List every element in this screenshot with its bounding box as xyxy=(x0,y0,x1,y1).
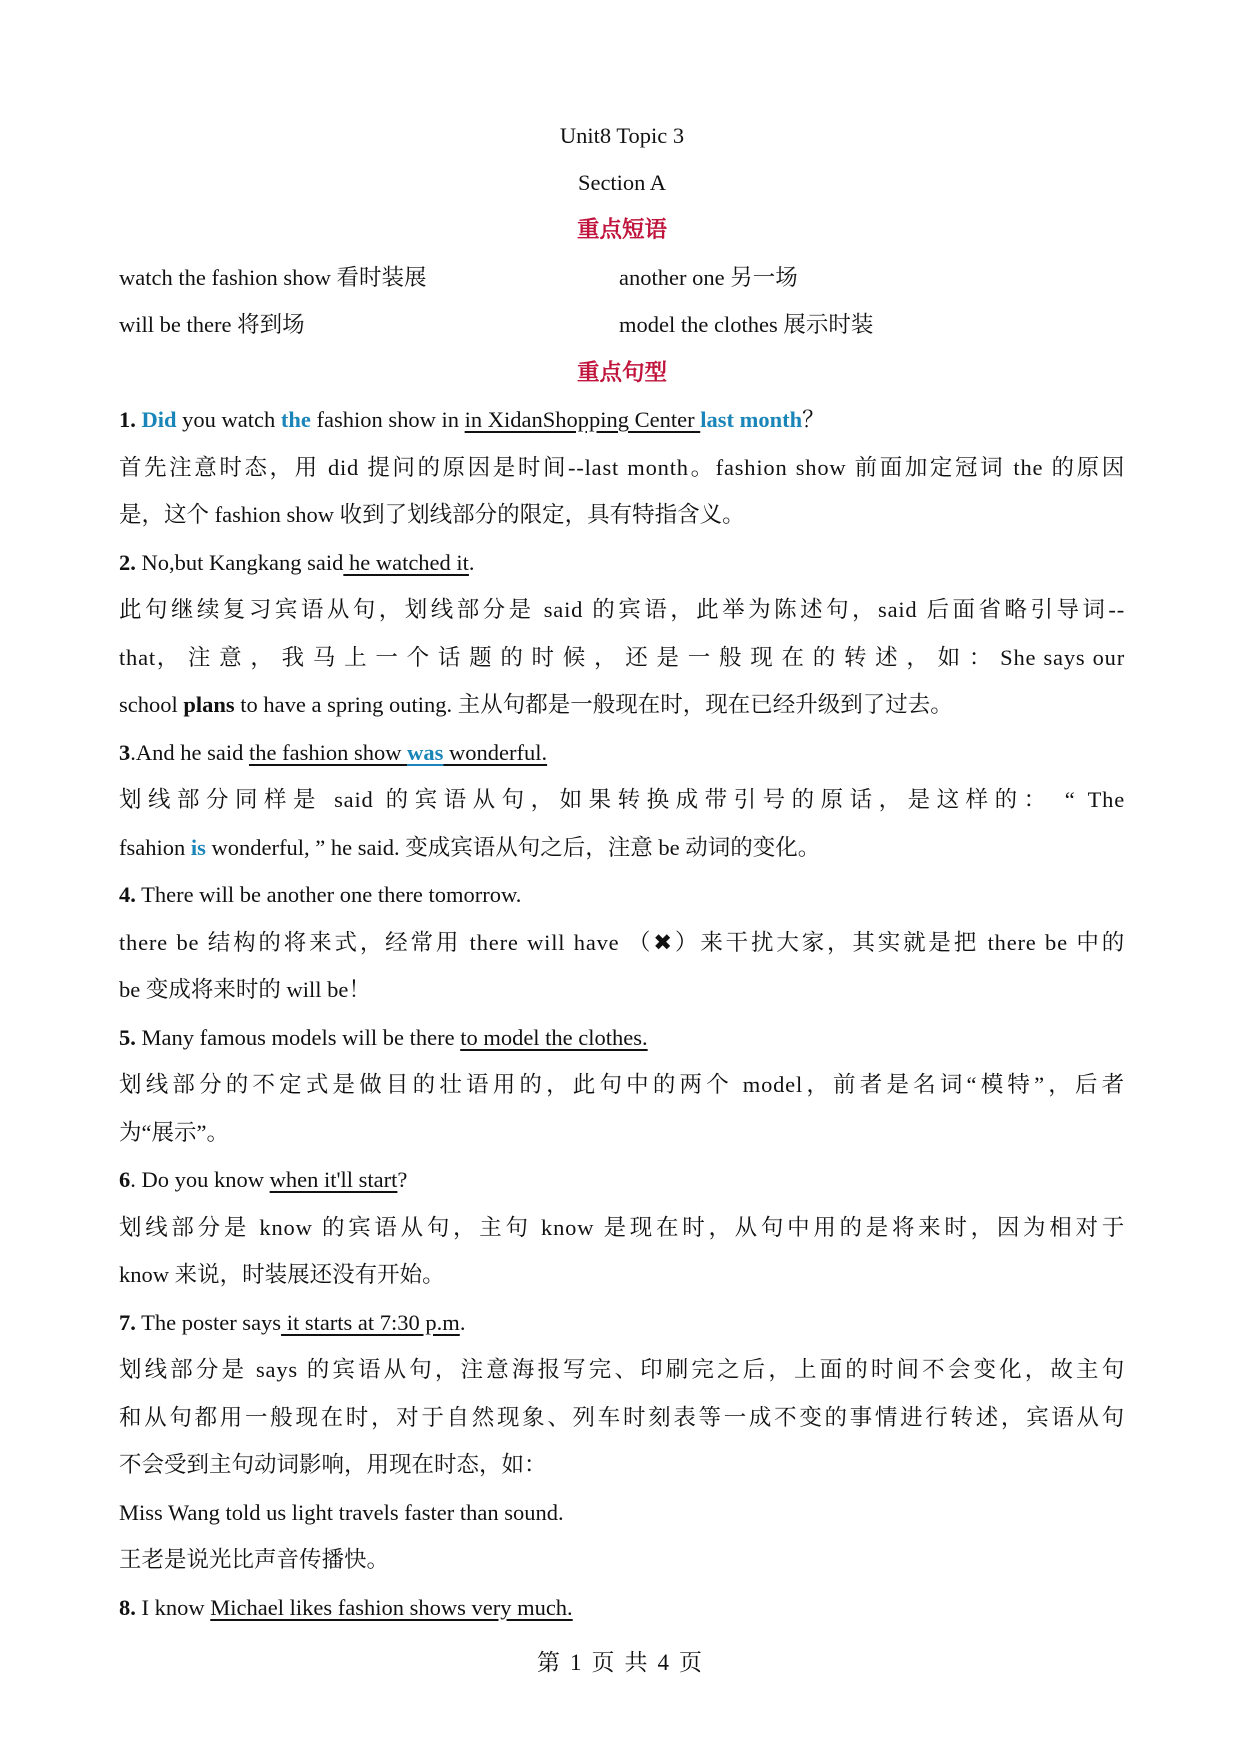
note-line: 为“展示”。 xyxy=(119,1119,229,1145)
note-line xyxy=(119,681,1125,729)
note-line: 不会受到主句动词影响，用现在时态，如： xyxy=(119,1452,547,1477)
sentence-number: 3 xyxy=(119,739,131,765)
sentence-2 xyxy=(119,539,1125,587)
sentence-text: . Do you know xyxy=(130,1167,270,1192)
note-line: 和从句都用一般现在时，对于自然现象、列车时刻表等一成不变的事情进行转述，宾语从句 xyxy=(119,1404,1125,1430)
example-english: Miss Wang told us light travels faster than sound. xyxy=(119,1499,564,1525)
bold-word: plans xyxy=(183,692,235,717)
sentence-5 xyxy=(119,1014,1125,1062)
underlined-phrase: in XidanShopping Center xyxy=(464,407,701,432)
highlight-word: last month xyxy=(700,407,803,432)
sentence-text: The poster says xyxy=(135,1309,282,1335)
underlined-phrase: wonderful. xyxy=(443,739,548,765)
note-line: know 来说，时装展还没有开始。 xyxy=(119,1262,445,1287)
sentence-3 xyxy=(119,729,1125,777)
sentence-number: 6 xyxy=(119,1167,131,1192)
phrase-item: will be there 将到场 xyxy=(119,312,305,337)
phrase-item: model the clothes 展示时装 xyxy=(619,312,874,337)
sentence-number: 7. xyxy=(119,1309,136,1335)
phrase-row xyxy=(119,254,1125,302)
note-line: 划线部分是 know 的宾语从句，主句 know 是现在时，从句中用的是将来时，因为相对于 xyxy=(119,1214,1125,1240)
phrase-item: another one 另一场 xyxy=(619,264,798,290)
sentence-4 xyxy=(119,871,1125,919)
note-line: 划线部分的不定式是做目的壮语用的，此句中的两个 model，前者是名词“模特”，后者 xyxy=(119,1072,1125,1097)
sentence-text: There will be another one there tomorrow. xyxy=(135,882,522,907)
underlined-phrase: the fashion show xyxy=(248,739,408,765)
sentence-text: No,but Kangkang said xyxy=(135,549,344,575)
document-body xyxy=(119,112,1125,1631)
note-line: 划线部分是 says 的宾语从句，注意海报写完、印刷完之后，上面的时间不会变化，故主句 xyxy=(119,1357,1125,1382)
sentence-text: Many famous models will be there xyxy=(135,1024,461,1050)
underlined-phrase: to model the clothes. xyxy=(460,1024,648,1050)
sentence-text: ？ xyxy=(802,407,825,432)
note-line xyxy=(119,824,1125,872)
sentence-text: I know xyxy=(135,1594,211,1620)
sentence-6 xyxy=(119,1156,1125,1204)
underlined-phrase: Michael likes fashion shows very much. xyxy=(210,1594,573,1620)
footer-text: 页 xyxy=(591,1650,617,1675)
footer-text: 页 xyxy=(679,1650,704,1675)
total-pages: 4 xyxy=(657,1650,671,1675)
sentence-1 xyxy=(119,396,1125,444)
phrase-row xyxy=(119,301,1125,349)
note-line: there be 结构的将来式，经常用 there will have （✖）来干扰大家，其实就是把 there be 中的 xyxy=(119,929,1125,955)
highlight-word: Did xyxy=(141,407,177,432)
sentence-number: 8. xyxy=(119,1594,136,1620)
note-text: that， 注 意 ， 我 马 上 一 个 话 题 的 时 候 ， 还 是 一 般 现 在 的 转 述 ， 如 ： She says our xyxy=(119,644,1125,670)
highlight-word: the xyxy=(280,407,311,432)
example-chinese: 王老是说光比声音传播快。 xyxy=(119,1547,390,1572)
note-line: 划线部分同样是 said 的宾语从句，如果转换成带引号的原话，是这样的： “ The xyxy=(119,787,1125,812)
sentence-number: 4. xyxy=(119,882,136,907)
note-text: wonderful, ” he said. 变成宾语从句之后，注意 be 动词的变化。 xyxy=(205,834,821,860)
unit-title: Unit8 Topic 3 xyxy=(559,123,685,148)
note-line: 首先注意时态，用 did 提问的原因是时间--last month。fashion show 前面加定冠词 the 的原因 xyxy=(119,454,1125,480)
page-footer xyxy=(0,1647,1241,1679)
highlight-word: is xyxy=(190,834,206,860)
sentence-8 xyxy=(119,1584,1125,1632)
footer-text: 共 xyxy=(624,1650,650,1675)
footer-text: 第 xyxy=(537,1650,562,1675)
highlight-word: was xyxy=(407,739,444,765)
sentence-number: 2. xyxy=(119,549,136,575)
phrase-item: watch the fashion show 看时装展 xyxy=(119,264,427,290)
sentence-text: fashion show in xyxy=(310,407,465,432)
note-line: be 变成将来时的 will be！ xyxy=(119,977,371,1002)
underlined-phrase: he watched it xyxy=(343,549,469,575)
underlined-phrase: when it'll start xyxy=(269,1167,398,1192)
underlined-phrase: it starts at 7:30 p.m xyxy=(281,1309,460,1335)
sentence-text: . xyxy=(468,549,475,575)
sentence-text: .And he said xyxy=(130,739,249,765)
section-title: Section A xyxy=(577,170,667,195)
note-text: fsahion xyxy=(119,834,191,860)
note-line: 是，这个 fashion show 收到了划线部分的限定，具有特指含义。 xyxy=(119,502,745,527)
note-text: school xyxy=(119,692,184,717)
sentence-7 xyxy=(119,1299,1125,1347)
note-text: to have a spring outing. 主从句都是一般现在时，现在已经升级到了过去。 xyxy=(234,692,953,717)
sentence-text: you watch xyxy=(176,407,281,432)
sentence-text: . xyxy=(459,1309,466,1335)
sentences-heading: 重点句型 xyxy=(576,359,667,385)
note-line xyxy=(119,634,1125,682)
phrases-heading: 重点短语 xyxy=(576,217,667,242)
page-number: 1 xyxy=(570,1650,584,1675)
sentence-text: ? xyxy=(397,1167,408,1192)
sentence-number: 5. xyxy=(119,1024,136,1050)
note-line: 此句继续复习宾语从句，划线部分是 said 的宾语，此举为陈述句，said 后面省略引导词-- xyxy=(119,597,1125,622)
sentence-number: 1. xyxy=(119,407,136,432)
